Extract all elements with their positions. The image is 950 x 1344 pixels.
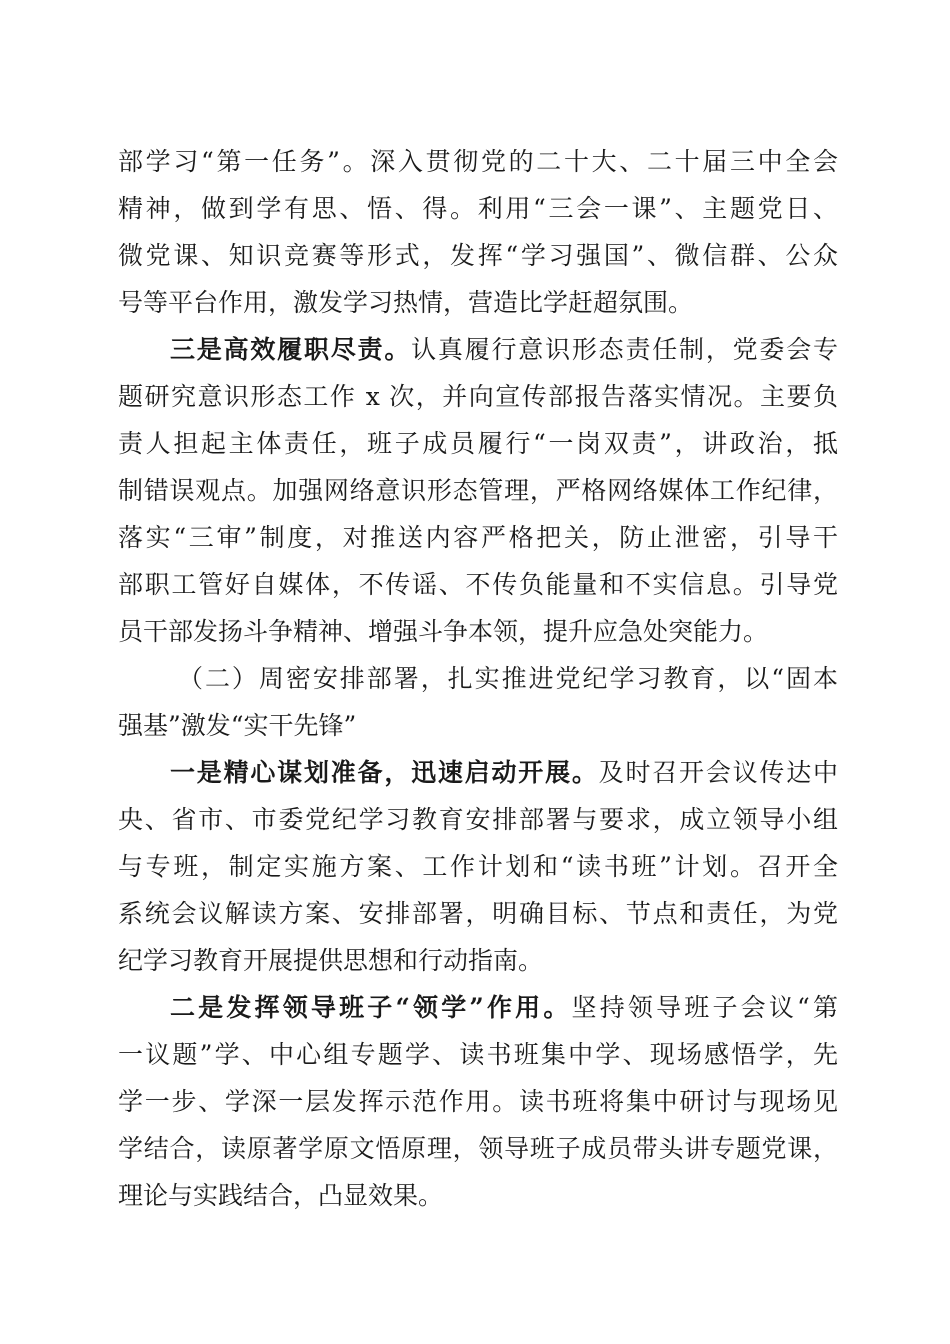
paragraph-4-line-3: 学一步、学深一层发挥示范作用。读书班将集中研讨与现场见 [118,1087,838,1116]
paragraph-3-line-4: 系统会议解读方案、安排部署，明确目标、节点和责任，为党 [118,899,838,928]
paragraph-4-lead: 二是发挥领导班子“领学”作用。 [170,993,572,1022]
section-heading-line-1: （二）周密安排部署，扎实推进党纪学习教育，以“固本 [178,664,838,693]
paragraph-2-line-5: 落实“三审”制度，对推送内容严格把关，防止泄密，引导干 [118,523,838,552]
paragraph-3-line-3: 与专班，制定实施方案、工作计划和“读书班”计划。召开全 [118,852,838,881]
paragraph-2-line-7: 员干部发扬斗争精神、增强斗争本领，提升应急处突能力。 [118,617,769,646]
paragraph-4-line-2: 一议题”学、中心组专题学、读书班集中学、现场感悟学，先 [118,1040,838,1069]
paragraph-2-line-2: 题研究意识形态工作 x 次，并向宣传部报告落实情况。主要负 [118,382,838,411]
paragraph-3-line-5: 纪学习教育开展提供思想和行动指南。 [118,946,544,975]
paragraph-4-first-rest: 坚持领导班子会议“第 [571,993,838,1022]
paragraph-2-first-rest: 认真履行意识形态责任制，党委会专 [411,335,838,364]
paragraph-3-line-2: 央、省市、市委党纪学习教育安排部署与要求，成立领导小组 [118,805,838,834]
paragraph-2-line-3: 责人担起主体责任，班子成员履行“一岗双责”，讲政治，抵 [118,429,838,458]
paragraph-1-line-2: 精神，做到学有思、悟、得。利用“三会一课”、主题党日、 [118,194,838,223]
paragraph-2-line-6: 部职工管好自媒体，不传谣、不传负能量和不实信息。引导党 [118,570,838,599]
paragraph-1-line-4: 号等平台作用，激发学习热情，营造比学赶超氛围。 [118,288,694,317]
paragraph-2-first-line [170,328,838,372]
paragraph-2-lead: 三是高效履职尽责。 [170,335,412,364]
paragraph-4-line-5: 理论与实践结合，凸显效果。 [118,1181,444,1210]
paragraph-2-line-4: 制错误观点。加强网络意识形态管理，严格网络媒体工作纪律， [118,476,838,505]
paragraph-1-line-3: 微党课、知识竞赛等形式，发挥“学习强国”、微信群、公众 [118,241,838,270]
paragraph-4-line-4: 学结合，读原著学原文悟原理，领导班子成员带头讲专题党课， [118,1134,838,1163]
paragraph-1-line-1: 部学习“第一任务”。深入贯彻党的二十大、二十届三中全会 [118,147,838,176]
paragraph-3-first-rest: 及时召开会议传达中 [598,758,838,787]
paragraph-3-lead: 一是精心谋划准备，迅速启动开展。 [170,758,599,787]
paragraph-3-first-line [170,751,838,795]
paragraph-4-first-line [170,986,838,1030]
section-heading-line-2: 强基”激发“实干先锋” [118,711,357,740]
